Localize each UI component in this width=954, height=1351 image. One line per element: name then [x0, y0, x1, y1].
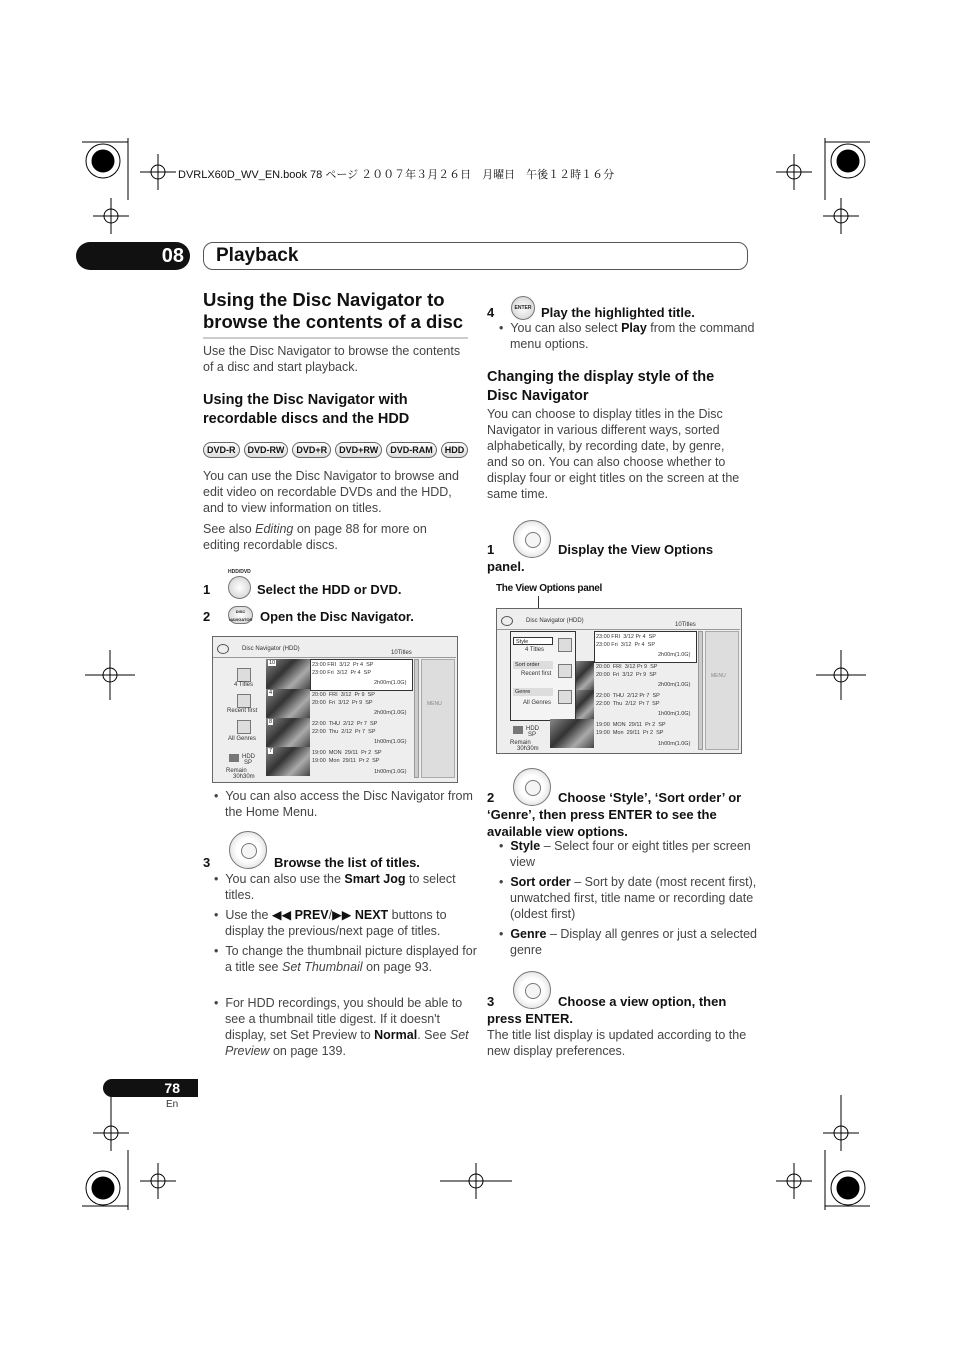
- hdd-icon-2: [513, 726, 523, 734]
- section-heading: Using the Disc Navigator to browse the contents of a disc: [203, 289, 468, 339]
- row-num-4: 7: [269, 748, 273, 754]
- step-2-text: Open the Disc Navigator.: [260, 609, 414, 624]
- side-item-genre: All Genres: [228, 736, 257, 742]
- bullet-set-thumbnail: • To change the thumbnail picture displayed for a title see Set Thumbnail on page 93.: [214, 944, 477, 974]
- r-row-3-line-1: 22:00 THU 2/12 Pr 7 SP: [596, 693, 660, 699]
- chip-dvd-plus-rw: DVD+RW: [335, 442, 382, 458]
- r-row-3-line-2: 22:00 Thu 2/12 Pr 7 SP: [596, 701, 660, 707]
- option-sort-order-desc: • Sort order – Sort by date (most recent first), unwatched first, title name or recording date (oldest first): [499, 875, 757, 921]
- row-2-duration: 2h00m(1.0G): [374, 710, 407, 716]
- screen-title: Disc Navigator (HDD): [242, 646, 300, 652]
- r-row-2-line-2: 20:00 Fri 3/12 Pr 9 SP: [596, 672, 657, 678]
- chapter-number: 08: [76, 242, 190, 270]
- sort-icon: [237, 694, 251, 708]
- r-row-4-line-2: 19:00 Mon 29/11 Pr 2 SP: [596, 730, 664, 736]
- sort-order-icon: [558, 664, 572, 678]
- view-step-2-number: 2: [487, 790, 495, 805]
- row-4-line-2: 19:00 Mon 29/11 Pr 2 SP: [312, 758, 380, 764]
- view-step-3-text: Choose a view option, then press ENTER.: [487, 994, 727, 1026]
- page-number: 78: [103, 1079, 198, 1097]
- bullet-set-preview: • For HDD recordings, you should be able to see a thumbnail title digest. If it doesn't display, set Set Preview to Normal. See Set Preview on page 139.: [214, 996, 469, 1058]
- sp-label: SP: [244, 760, 253, 766]
- sp-label-2: SP: [528, 732, 537, 738]
- step-2-number: 2: [203, 609, 211, 624]
- menu-label-2: MENU: [711, 673, 726, 679]
- view-step-1-number: 1: [487, 542, 495, 557]
- row-4-line-1: 19:00 MON 29/11 Pr 2 SP: [312, 750, 382, 756]
- option-genre-value: All Genres: [523, 700, 552, 706]
- row-2-line-1: 20:00 FRI 3/12 Pr 9 SP: [312, 692, 375, 698]
- display-style-paragraph: You can choose to display titles in the Disc Navigator in various different ways, sorted alphabetically, by recording date, by genre, and so on. You can also choose whether to display four or eight titles on the screen at the same time.: [487, 407, 740, 501]
- genre-option-icon: [558, 690, 572, 704]
- option-style: Style: [513, 637, 553, 645]
- option-genre-desc: • Genre – Display all genres or just a selected genre: [499, 927, 757, 957]
- remain-time: 30h30m: [233, 774, 255, 780]
- titles-icon: [237, 668, 251, 682]
- disc-icon: [217, 644, 229, 654]
- chapter-title: Playback: [203, 242, 748, 270]
- hdd-dvd-button-icon: [228, 576, 251, 599]
- option-sort-order-value: Recent first: [521, 671, 552, 677]
- view-step-3-body: The title list display is updated according to the new display preferences.: [487, 1028, 747, 1058]
- thumbnail-r4: [550, 719, 594, 748]
- genre-icon: [237, 720, 251, 734]
- remain-label: Remain: [226, 768, 247, 774]
- bullet-prev-next: • Use the ◀◀ PREV/▶▶ NEXT buttons to display the previous/next page of titles.: [214, 908, 447, 938]
- view-options-screen: [496, 608, 742, 754]
- view-step-1-text: Display the View Options panel.: [487, 542, 714, 574]
- view-step-2-text: Choose ‘Style’, ‘Sort order’ or ‘Genre’, then press ENTER to see the available view options.: [487, 790, 742, 839]
- row-1-line-1: 23:00 FRI 3/12 Pr 4 SP: [312, 662, 374, 668]
- chip-dvd-rw: DVD-RW: [244, 442, 289, 458]
- chip-dvd-r: DVD-R: [203, 442, 240, 458]
- row-3-duration: 1h00m(1.0G): [374, 739, 407, 745]
- r-row-4-line-1: 19:00 MON 29/11 Pr 2 SP: [596, 722, 666, 728]
- paragraph-1: You can use the Disc Navigator to browse and edit video on recordable DVDs and the HDD, and to view information on titles.: [203, 469, 459, 515]
- paragraph-2: See also Editing on page 88 for more on editing recordable discs.: [203, 522, 427, 552]
- title-count-2: 10Titles: [675, 622, 696, 628]
- view-step-3-number: 3: [487, 994, 495, 1009]
- section-intro: Use the Disc Navigator to browse the contents of a disc and start playback.: [203, 344, 461, 374]
- hdd-label-2: HDD: [526, 726, 539, 732]
- panel-caption: The View Options panel: [496, 583, 603, 594]
- row-4-duration: 1h00m(1.0G): [374, 769, 407, 775]
- option-genre: Genre: [513, 688, 553, 696]
- menu-panel: [421, 659, 455, 778]
- screen-title-2: Disc Navigator (HDD): [526, 618, 584, 624]
- row-1-duration: 2h00m(1.0G): [374, 680, 407, 686]
- sub-heading-display-style: Changing the display style of the Disc Navigator: [487, 369, 715, 404]
- disc-navigator-button-icon: DISC NAVIGATOR: [228, 606, 253, 624]
- r-row-1-line-2: 23:00 Fri 3/12 Pr 4 SP: [596, 642, 656, 648]
- hdd-icon: [229, 754, 239, 762]
- menu-label: MENU: [427, 701, 442, 707]
- bullet-home-menu: • You can also access the Disc Navigator from the Home Menu.: [214, 789, 473, 819]
- side-item-style: 4 Titles: [234, 682, 254, 688]
- language-label: En: [166, 1099, 179, 1110]
- step-3-number: 3: [203, 855, 211, 870]
- row-3-line-1: 22:00 THU 2/12 Pr 7 SP: [312, 721, 378, 727]
- hdd-label: HDD: [242, 754, 255, 760]
- joystick-icon: [229, 831, 267, 869]
- option-sort-order: Sort order: [513, 661, 553, 669]
- disc-icon-2: [501, 616, 513, 626]
- r-row-3-duration: 1h00m(1.0G): [658, 711, 691, 717]
- hdd-dvd-label: HDD/DVD: [228, 569, 251, 575]
- row-1-line-2: 23:00 Fri 3/12 Pr 4 SP: [312, 670, 372, 676]
- option-style-desc: • Style – Select four or eight titles per screen view: [499, 839, 751, 869]
- remain-time-2: 30h30m: [517, 746, 539, 752]
- thumbnail-r3: [576, 690, 594, 719]
- r-row-1-line-1: 23:00 FRI 3/12 Pr 4 SP: [596, 634, 656, 640]
- menu-panel-2: [705, 631, 739, 750]
- chip-dvd-ram: DVD-RAM: [386, 442, 437, 458]
- option-style-value: 4 Titles: [525, 647, 545, 653]
- step-4-number: 4: [487, 305, 495, 320]
- r-row-2-duration: 2h00m(1.0G): [658, 682, 691, 688]
- chip-dvd-plus-r: DVD+R: [292, 442, 331, 458]
- scrollbar-2: [698, 631, 703, 750]
- row-num-3: 8: [269, 719, 273, 725]
- disc-navigator-screen: [212, 636, 458, 783]
- print-header: DVRLX60D_WV_EN.book 78 ページ ２００７年３月２６日 月曜日 午後１２時１６分: [178, 169, 615, 181]
- r-row-1-duration: 2h00m(1.0G): [658, 652, 691, 658]
- chip-hdd: HDD: [441, 442, 469, 458]
- r-row-2-line-1: 20:00 FRI 3/12 Pr 9 SP: [596, 664, 658, 670]
- row-num-1: 10: [269, 660, 276, 666]
- r-row-4-duration: 1h00m(1.0G): [658, 741, 691, 747]
- side-item-sort: Recent first: [227, 708, 258, 714]
- disc-compatibility-chips: [203, 440, 473, 458]
- step-3-text: Browse the list of titles.: [274, 855, 420, 870]
- title-count: 10Titles: [391, 650, 412, 656]
- step-1-text: Select the HDD or DVD.: [257, 582, 402, 597]
- style-icon: [558, 638, 572, 652]
- enter-button-icon: ENTER: [511, 296, 535, 320]
- sub-heading: Using the Disc Navigator with recordable discs and the HDD: [203, 392, 410, 427]
- step-4-text: Play the highlighted title.: [541, 305, 695, 320]
- scrollbar: [414, 659, 419, 778]
- row-2-line-2: 20:00 Fri 3/12 Pr 9 SP: [312, 700, 373, 706]
- row-3-line-2: 22:00 Thu 2/12 Pr 7 SP: [312, 729, 376, 735]
- remain-label-2: Remain: [510, 740, 531, 746]
- bullet-smart-jog: • You can also use the Smart Jog to select titles.: [214, 872, 456, 902]
- bullet-play: • You can also select Play from the command menu options.: [499, 321, 755, 351]
- thumbnail-r2: [576, 661, 594, 690]
- row-num-2: 4: [269, 690, 273, 696]
- step-1-number: 1: [203, 582, 211, 597]
